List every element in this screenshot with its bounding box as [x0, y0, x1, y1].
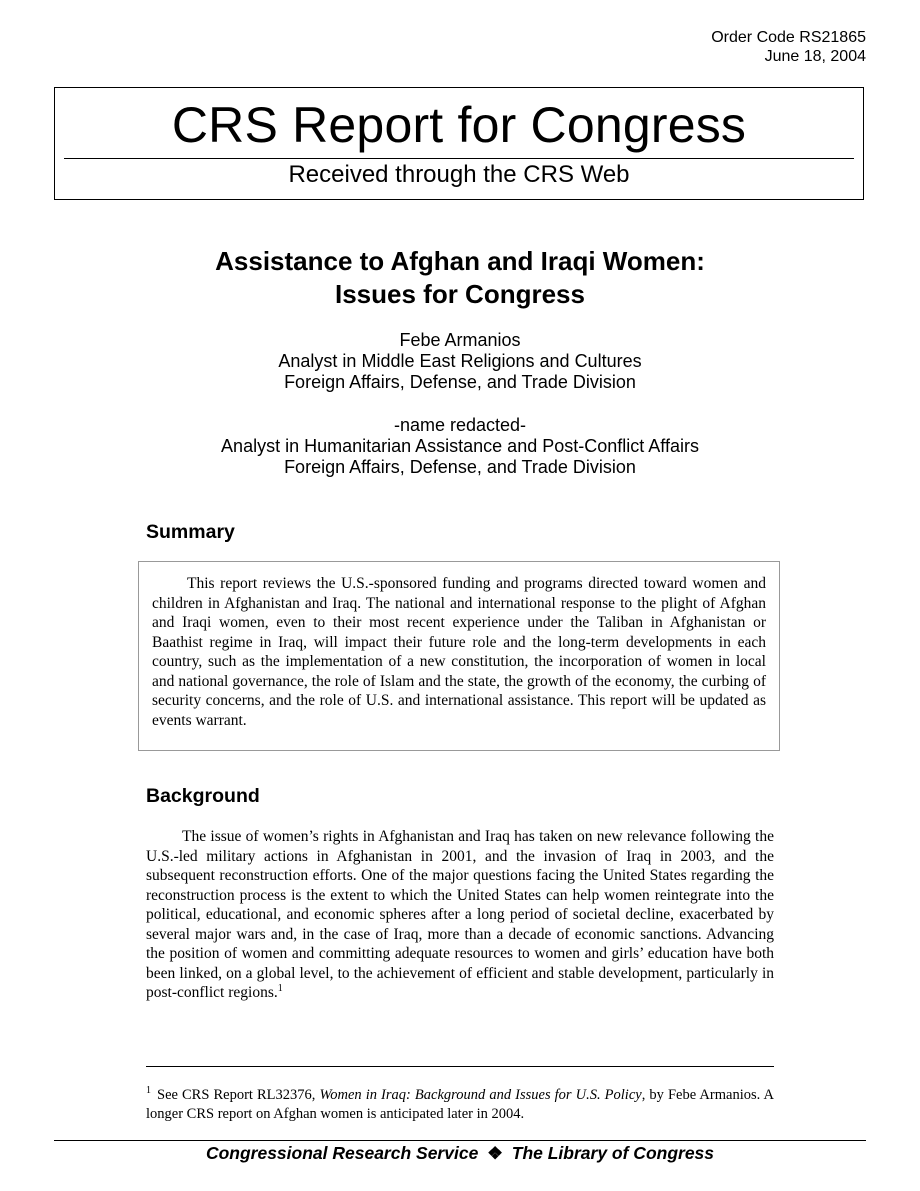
author-division: Foreign Affairs, Defense, and Trade Division: [284, 372, 636, 392]
background-heading: Background: [146, 785, 260, 807]
author-division: Foreign Affairs, Defense, and Trade Division: [284, 457, 636, 477]
footer-divider: [54, 1140, 866, 1141]
masthead: [54, 87, 864, 200]
report-title-line-1: Assistance to Afghan and Iraqi Women:: [215, 246, 705, 276]
order-info: [711, 28, 866, 66]
masthead-rule: [64, 158, 854, 159]
footnote-divider: [146, 1066, 774, 1067]
masthead-title: CRS Report for Congress: [171, 97, 747, 153]
report-title-line-2: Issues for Congress: [335, 279, 585, 309]
footnote: [146, 1086, 774, 1124]
footnote-prefix: See CRS Report RL32376,: [157, 1087, 320, 1103]
footnote-reference[interactable]: 1: [277, 982, 283, 994]
footer-library: The Library of Congress: [511, 1143, 715, 1163]
author-name: Febe Armanios: [399, 330, 521, 350]
author-block-2: [0, 415, 920, 478]
order-code: Order Code RS21865: [711, 29, 866, 46]
author-block-1: [0, 330, 920, 393]
report-date: June 18, 2004: [764, 48, 866, 65]
diamond-ornament-icon: ❖: [487, 1143, 503, 1163]
summary-box: [138, 561, 780, 751]
summary-heading: Summary: [146, 521, 235, 543]
footnote-number: 1: [146, 1085, 151, 1097]
masthead-subtitle: Received through the CRS Web: [288, 161, 630, 188]
background-paragraph: [146, 827, 774, 1003]
summary-text: This report reviews the U.S.-sponsored funding and programs directed toward women and children in Afghanistan and Iraq. The national and international response to the plight of Afghan and Iraqi women, even to their most recent experience under the Taliban in Afghanistan or Baathist regime in Iraq, will impact their future role and the long-term developments in each country, such as the implementation of a new constitution, the incorporation of women in local and national governance, the role of Islam and the state, the growth of the economy, the curbing of security concerns, and the role of U.S. and international assistance. This report will be updated as events warrant.: [152, 575, 766, 729]
author-name: -name redacted-: [393, 415, 527, 435]
report-title: [0, 245, 920, 311]
author-position: Analyst in Humanitarian Assistance and Post-Conflict Affairs: [221, 436, 699, 456]
footnote-suffix: , by Febe Armanios. A longer CRS report on Afghan women is anticipated later in 2004.: [146, 1087, 774, 1122]
page-footer: [0, 1142, 920, 1164]
footer-crs: Congressional Research Service: [205, 1143, 479, 1163]
author-position: Analyst in Middle East Religions and Cultures: [278, 351, 642, 371]
footnote-report-title: Women in Iraq: Background and Issues for U.S. Policy: [319, 1087, 642, 1103]
background-text: The issue of women’s rights in Afghanistan and Iraq has taken on new relevance following the U.S.-led military actions in Afghanistan in 2001, and the invasion of Iraq in 2003, and the subsequent reconstruction efforts. One of the major questions facing the United States regarding the reconstruction process is the extent to which the United States can help women reintegrate into the political, educational, and economic spheres after a long period of societal decline, exacerbated by several major wars and, in the case of Iraq, more than a decade of economic sanctions. Advancing the position of women and committing adequate resources to women and girls’ education have both been linked, on a global level, to the achievement of efficient and stable development, particularly in post-conflict regions.: [146, 828, 774, 1001]
